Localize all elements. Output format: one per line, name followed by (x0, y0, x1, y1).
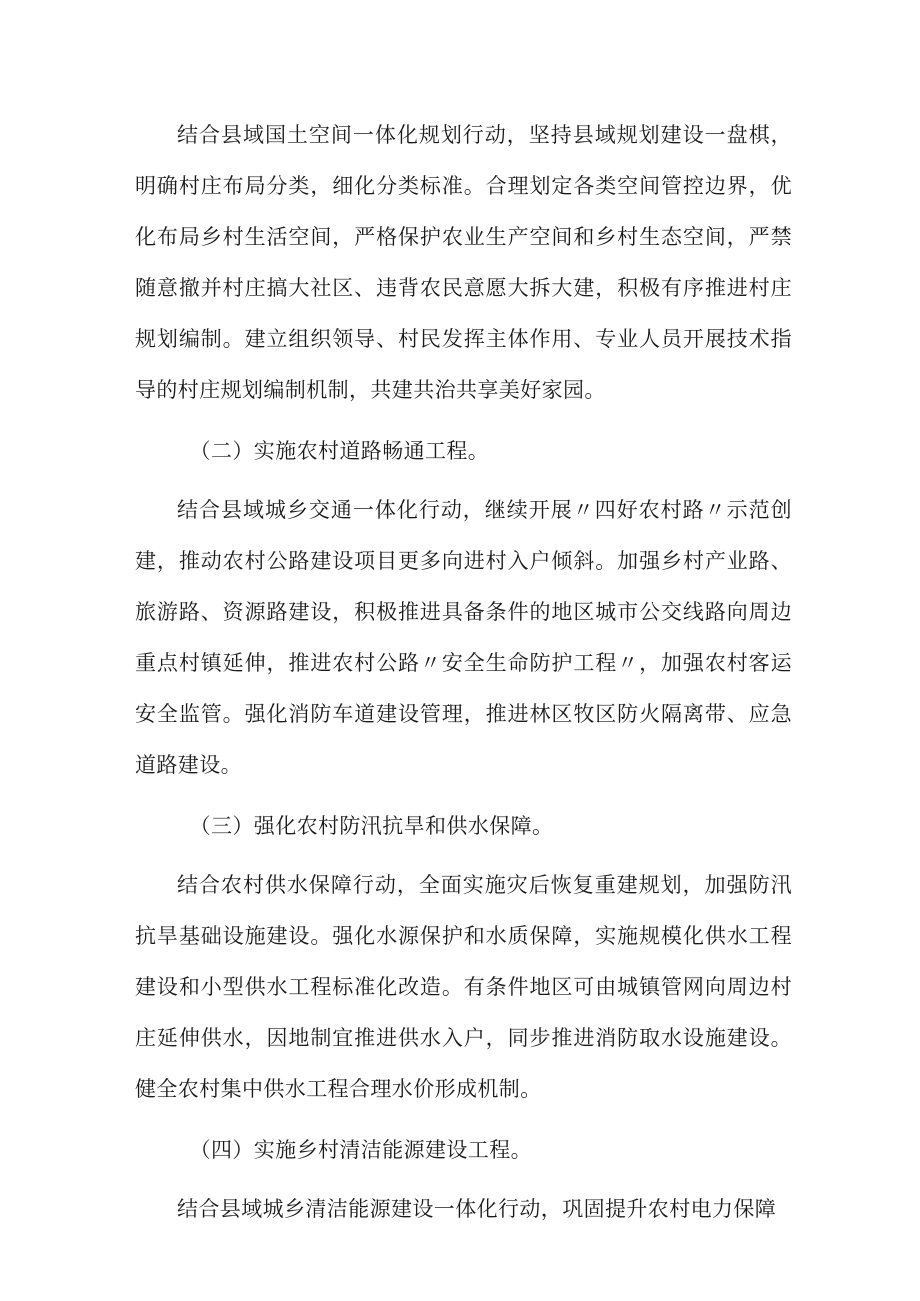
paragraph-village-planning: 结合县域国土空间一体化规划行动，坚持县域规划建设一盘棋，明确村庄布局分类，细化分类标准。合理划定各类空间管控边界，优化布局乡村生活空间，严格保护农业生产空间和乡村生态空间，严禁随意撤并村庄搞大社区、违背农民意愿大拆大建，积极有序推进村庄规划编制。建立组织领导、村民发挥主体作用、专业人员开展技术指导的村庄规划编制机制，共建共治共享美好家园。 (135, 123, 792, 402)
section-heading-flood-water-supply: （三）强化农村防汛抗旱和供水保障。 (189, 814, 554, 838)
section-heading-clean-energy: （四）实施乡村清洁能源建设工程。 (189, 1138, 532, 1162)
paragraph-rural-roads: 结合县域城乡交通一体化行动，继续开展〃四好农村路〃示范创建，推动农村公路建设项目更多向进村入户倾斜。加强乡村产业路、旅游路、资源路建设，积极推进具备条件的地区城市公交线路向周边重点村镇延伸，推进农村公路〃安全生命防护工程〃，加强农村客运安全监管。强化消防车道建设管理，推进林区牧区防火隔离带、应急道路建设。 (135, 498, 792, 777)
section-heading-rural-roads: （二）实施农村道路畅通工程。 (189, 439, 490, 463)
paragraph-clean-energy: 结合县域城乡清洁能源建设一体化行动，巩固提升农村电力保障 (177, 1197, 777, 1221)
paragraph-flood-water-supply: 结合农村供水保障行动，全面实施灾后恢复重建规划，加强防汛抗旱基础设施建设。强化水源保护和水质保障，实施规模化供水工程建设和小型供水工程标准化改造。有条件地区可由城镇管网向周边村庄延伸供水，因地制宜推进供水入户，同步推进消防取水设施建设。健全农村集中供水工程合理水价形成机制。 (135, 873, 792, 1101)
